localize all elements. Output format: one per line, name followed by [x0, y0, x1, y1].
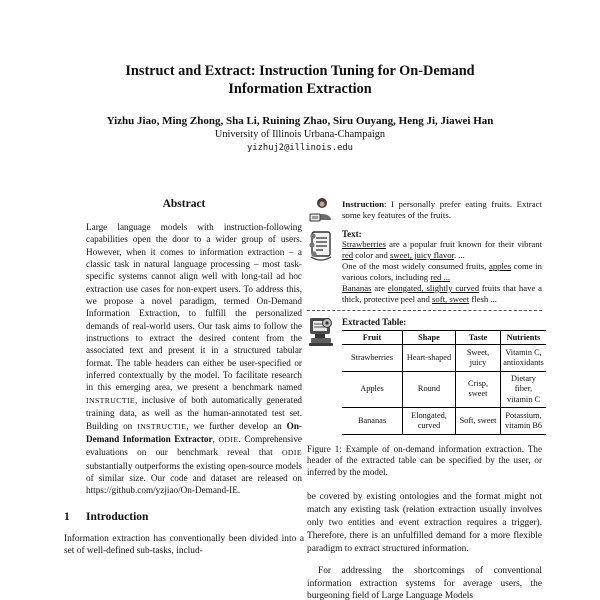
text-run: soft, sweet — [431, 294, 470, 304]
section-heading-introduction — [64, 511, 304, 523]
text-paragraph-bananas — [342, 283, 542, 305]
extracted-table — [342, 330, 546, 435]
text-run: fruits that have a thick, protective peel and — [342, 283, 543, 304]
table-row-apples — [342, 371, 546, 408]
table-header-fruit: Fruit — [342, 331, 403, 345]
table-cell: Potassium, vitamin B6 — [501, 408, 547, 434]
text-run: are — [371, 283, 388, 293]
text-run: flesh ... — [469, 294, 497, 304]
text-run: red — [342, 250, 354, 260]
text-paragraph-apples — [342, 261, 542, 283]
text-run: , we further develop an — [186, 420, 287, 431]
right-column-paragraph-1: be covered by existing ontologies and the format might not match any existing task (relation extraction usually involves only two entities and event extraction requires a trigger). Therefore, there is an unfulfilled demand for a more flexible paradigm to extract structured information. — [307, 492, 542, 554]
computer-extractor-icon — [307, 315, 335, 349]
text-run: elongated, slightly curved — [387, 283, 480, 293]
table-cell: Bananas — [342, 408, 403, 434]
table-cell: Sweet, juicy — [456, 345, 501, 371]
figure-text-content — [342, 229, 542, 305]
figure-instruction-row — [307, 196, 542, 224]
section-number: 1 — [64, 510, 70, 523]
text-run: substantially outperforms the existing open-source models of similar size. Our code and dataset are released on — [86, 460, 302, 483]
table-cell: Round — [403, 371, 456, 408]
section-title: Introduction — [86, 510, 149, 523]
text-run: : I personally prefer eating fruits. Extract some key features of the fruits. — [342, 199, 542, 221]
text-run: . Comprehensive evaluations on our benchmark reveal that — [86, 433, 303, 458]
figure-1 — [307, 196, 542, 478]
affiliation: University of Illinois Urbana-Champaign — [214, 129, 386, 140]
text-run: , inclusive of both automatically generated training data, as well as the human-annotated test set. Building on — [86, 394, 302, 431]
github-url[interactable]: https://github.com/yzjiao/On-Demand-IE — [86, 485, 238, 496]
table-cell: Strawberries — [342, 345, 403, 371]
table-header-taste: Taste — [456, 331, 501, 345]
abstract-heading: Abstract — [162, 198, 206, 210]
table-cell: Dietary fiber, vitamin C — [501, 371, 547, 408]
author-list: Yizhu Jiao, Ming Zhong, Sha Li, Ruining Zhao, Siru Ouyang, Heng Ji, Jiawei Han — [106, 115, 494, 127]
text-run: INSTRUCTIE — [137, 421, 187, 431]
text-run: . — [237, 485, 241, 496]
text-run: come in various colors, including — [342, 261, 542, 282]
right-column-paragraph-2: For addressing the shortcomings of conventional information extraction systems for average users, the burgeoning field of Large Language Models — [307, 565, 542, 600]
text-run: . ... — [453, 250, 465, 260]
paper-title-line2: Information Extraction — [228, 81, 372, 97]
document-icon — [307, 229, 335, 271]
table-cell: Apples — [342, 371, 403, 408]
left-column — [64, 198, 304, 558]
paper-title — [0, 62, 600, 98]
text-run: Large language models with instruction-following capabilities open the door to a wider group of users. However, when it comes to information extraction – a classic task in natural language processing – most task-specific systems cannot align well with long-tail ad hoc extraction use cases for non-expert users. To address this, we propose a novel paradigm, termed On-Demand Information Extraction, to fulfill the personalized demands of real-world users. Our task aims to follow the instructions to extract the desired content from the associated text and present it in a structured tabular format. The table headers can either be user-specified or inferred contextually by the model. To facilitate research in this emerging area, we present a benchmark named — [86, 222, 302, 393]
table-cell: Soft, sweet — [456, 408, 501, 434]
email-address[interactable]: yizhuj2@illinois.edu — [247, 143, 353, 153]
text-run: color and — [353, 250, 391, 260]
text-run: Bananas — [342, 283, 372, 293]
intro-paragraph: Information extraction has conventionally been divided into a set of well-defined sub-tasks, includ- — [64, 533, 304, 557]
text-run: red ... — [430, 272, 451, 282]
text-run: ODIE — [218, 434, 239, 444]
table-cell: Heart-shaped — [403, 345, 456, 371]
table-cell: Elongated, curved — [403, 408, 456, 434]
table-header-nutrients: Nutrients — [501, 331, 547, 345]
right-column — [307, 196, 542, 600]
instruction-text — [342, 199, 542, 222]
table-row-strawberries — [342, 345, 546, 371]
text-paragraph-strawberries — [342, 239, 542, 261]
text-run: Strawberries — [342, 239, 386, 249]
table-row-bananas — [342, 408, 546, 434]
text-run: ODIE — [281, 448, 302, 458]
text-run: INSTRUCTIE — [86, 395, 136, 405]
extracted-table-label: Extracted Table: — [342, 317, 407, 327]
extracted-table-block — [342, 317, 546, 435]
text-run: Instruction — [342, 199, 385, 209]
text-run: On-Demand Information Extractor — [86, 420, 302, 444]
paper-header — [0, 62, 600, 153]
figure-caption: Figure 1: Example of on-demand information extraction. The header of the extracted table can be specified by the user, or inferred by the model. — [307, 443, 542, 477]
text-run: apples — [488, 261, 512, 271]
text-run: , — [212, 433, 219, 444]
table-cell: Crisp, sweet — [456, 371, 501, 408]
dashed-separator — [307, 310, 542, 311]
table-cell: Vitamin C, antioxidants — [501, 345, 547, 371]
paper-title-line1: Instruct and Extract: Instruction Tuning for On-Demand — [125, 63, 475, 79]
table-header-shape: Shape — [403, 331, 456, 345]
text-run: sweet, juicy flavor — [390, 250, 454, 260]
figure-table-row — [307, 315, 542, 435]
text-label: Text: — [342, 229, 362, 239]
abstract-text — [86, 221, 302, 497]
figure-text-row — [307, 229, 542, 305]
user-at-laptop-icon — [307, 196, 335, 224]
text-run: One of the most widely consumed fruits, — [342, 261, 489, 271]
text-run: are a popular fruit known for their vibrant — [385, 239, 542, 249]
table-header-row — [342, 331, 546, 345]
